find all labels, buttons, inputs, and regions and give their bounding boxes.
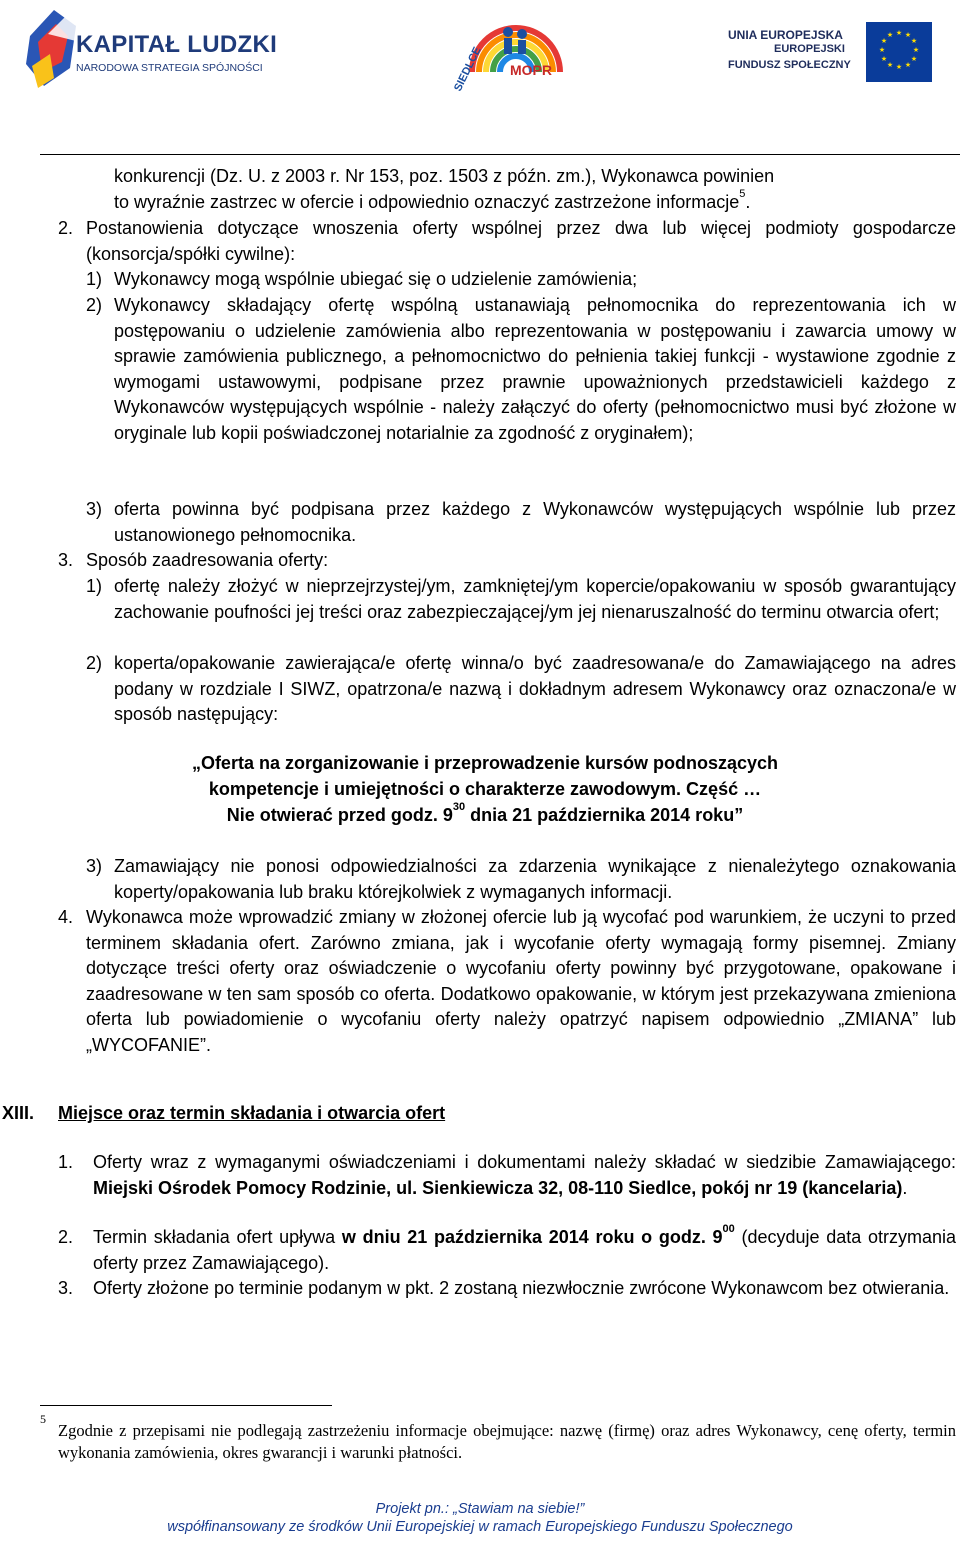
- svg-text:★: ★: [886, 61, 894, 69]
- point-3-3-text: Zamawiający nie ponosi odpowiedzialności za zdarzenia wynikające z nienależytego oznakowania koperty/opakowania lub braku którejkolwiek z wymaganych informacji.: [114, 856, 956, 902]
- xiii-2-number: 2.: [58, 1227, 74, 1247]
- header-divider: [40, 154, 960, 155]
- footer-cofinance: współfinansowany ze środków Unii Europejskiej w ramach Europejskiego Funduszu Społecznego: [167, 1519, 793, 1535]
- mopr-text: MOPR: [510, 62, 552, 78]
- point-2-number: 2.: [58, 218, 74, 238]
- point-4-number: 4.: [58, 907, 74, 927]
- point-3-1-number: 1): [86, 576, 103, 596]
- point-2-1-text: Wykonawcy mogą wspólnie ubiegać się o udzielenie zamówienia;: [114, 269, 638, 289]
- svg-text:★: ★: [912, 46, 920, 54]
- point-2-2-text: Wykonawcy składający ofertę wspólną ustanawiają pełnomocnika do reprezentowania ich w postępowaniu o udzielenie zamówienia albo reprezentowania w postępowaniu i zawarcia umowy w sprawie zamówienia publicznego, a pełnomocnictwo do pełnienia takiej funkcji - wystawione zgodnie z wymogami ustawowymi, podpisane przez prawnie upoważnionych przedstawicieli każdego z Wykonawców występujących wspólnie - należy załączyć do oferty (pełnomocnictwo musi być złożone w oryginale lub kopii poświadczonej notarialnie za zgodność z oryginałem);: [114, 295, 956, 443]
- xiii-1-number: 1.: [58, 1152, 74, 1172]
- point-3-1-text: ofertę należy złożyć w nieprzejrzystej/ym, zamkniętej/ym kopercie/opakowaniu w sposób gwarantujący zachowanie poufności jej treści oraz zabezpieczającej/ym jej nienaruszalność do terminu otwarcia ofert;: [114, 576, 956, 622]
- xiii-2-text: Termin składania ofert upływa w dniu 21 października 2014 roku o godz. $9^{00}$ (decyduje data otrzymania oferty przez Zamawiającego).: [93, 1223, 956, 1273]
- eu-line-1: UNIA EUROPEJSKA: [728, 28, 843, 42]
- kapital-ludzki-title: KAPITAŁ LUDZKI: [76, 31, 278, 58]
- deadline-bold: w dniu 21 października 2014 roku o godz. $9^{00}$: [341, 1223, 735, 1247]
- eu-line-3: FUNDUSZ SPOŁECZNY: [728, 59, 851, 71]
- point-3-2-text: koperta/opakowanie zawierająca/e ofertę winna/o być zaadresowana/e do Zamawiającego na adres podany w rozdziale I SIWZ, opatrzona/e nazwą i dokładnym adresem Wykonawcy oraz oznaczona/e w sposób następujący:: [114, 653, 956, 725]
- xiii-1-text: Oferty wraz z wymaganymi oświadczeniami i dokumentami należy składać w siedzibie Zamawiającego: Miejski Ośrodek Pomocy Rodzinie, ul. Sienkiewicza 32, 08-110 Siedlce, pokój nr 19 (kancelaria).: [93, 1152, 956, 1198]
- svg-text:★: ★: [895, 29, 903, 37]
- footnote-number: 5: [40, 1412, 46, 1426]
- svg-text:★: ★: [886, 31, 894, 39]
- xiii-3-number: 3.: [58, 1278, 74, 1298]
- point-3-3-number: 3): [86, 856, 103, 876]
- svg-text:★: ★: [904, 31, 912, 39]
- svg-text:★: ★: [910, 55, 918, 63]
- continuation-line-1: konkurencji (Dz. U. z 2003 r. Nr 153, poz. 1503 z późn. zm.), Wykonawca powinien: [114, 166, 775, 186]
- svg-text:★: ★: [895, 63, 903, 71]
- svg-text:★: ★: [910, 37, 918, 45]
- section-xiii-title: Miejsce oraz termin składania i otwarcia ofert: [58, 1103, 446, 1123]
- point-3-text: Sposób zaadresowania oferty:: [86, 550, 329, 570]
- footnote-ref[interactable]: 5: [739, 188, 746, 200]
- address-bold: Miejski Ośrodek Pomocy Rodzinie, ul. Sienkiewicza 32, 08-110 Siedlce, pokój nr 19 (kancelaria): [93, 1177, 903, 1198]
- svg-text:★: ★: [878, 46, 886, 54]
- xiii-3-text: Oferty złożone po terminie podanym w pkt. 2 zostaną niezwłocznie zwrócone Wykonawcom bez otwierania.: [93, 1278, 950, 1298]
- point-4-text: Wykonawca może wprowadzić zmiany w złożonej ofercie lub ją wycofać pod warunkiem, że uczyni to przed terminem składania ofert. Zarówno zmiana, jak i wycofanie oferty wymagają formy pisemnej. Zmiany dotyczące treści oferty oraz oświadczenie o wycofaniu oferty powinny być przygotowane, opakowane i zaadresowane w ten sam sposób co oferta. Dodatkowo opakowanie, w którym jest przekazywana zmieniona oferta lub powiadomienie o wycofaniu oferty należy opatrzyć napisem odpowiednio „ZMIANA” lub „WYCOFANIE”.: [86, 907, 956, 1055]
- continuation-period: .: [745, 192, 751, 212]
- envelope-label-line-1: „Oferta na zorganizowanie i przeprowadzenie kursów podnoszących: [191, 753, 779, 773]
- footer-project: Projekt pn.: „Stawiam na siebie!”: [375, 1501, 585, 1517]
- continuation-line-2: [114, 190, 956, 216]
- point-2-2-number: 2): [86, 295, 103, 315]
- point-3-number: 3.: [58, 550, 74, 570]
- continuation-text: to wyraźnie zastrzec w ofercie i odpowiednio oznaczyć zastrzeżone informacje: [114, 192, 740, 212]
- section-xiii-number: XIII.: [2, 1103, 35, 1123]
- siedlce-text: SIEDLCE: [452, 45, 484, 94]
- svg-text:★: ★: [880, 37, 888, 45]
- point-2-3-number: 3): [86, 499, 103, 519]
- footnote-divider: [40, 1405, 332, 1406]
- point-3-2-number: 2): [86, 653, 103, 673]
- eu-line-2: EUROPEJSKI: [774, 43, 845, 55]
- point-2-1-number: 1): [86, 269, 103, 289]
- envelope-label-line-2: kompetencje i umiejętności o charakterze zawodowym. Część …: [208, 779, 762, 799]
- point-2-3-text: oferta powinna być podpisana przez każdego z Wykonawców występujących wspólnie lub przez ustanowionego pełnomocnika.: [114, 499, 956, 545]
- svg-text:★: ★: [880, 55, 888, 63]
- svg-text:★: ★: [904, 61, 912, 69]
- footnote-text: Zgodnie z przepisami nie podlegają zastrzeżeniu informacje obejmujące: nazwę (firmę) oraz adres Wykonawcy, cenę oferty, termin wykonania zamówienia, okres gwarancji i warunki płatności.: [58, 1421, 956, 1462]
- kapital-ludzki-subtitle: NARODOWA STRATEGIA SPÓJNOŚCI: [76, 62, 263, 74]
- envelope-label-line-3: Nie otwierać przed godz. $9^{30}$ dnia 21 października 2014 roku”: [226, 801, 744, 825]
- point-2-text: Postanowienia dotyczące wnoszenia oferty wspólnej przez dwa lub więcej podmioty gospodarcze (konsorcja/spółki cywilne):: [86, 218, 956, 264]
